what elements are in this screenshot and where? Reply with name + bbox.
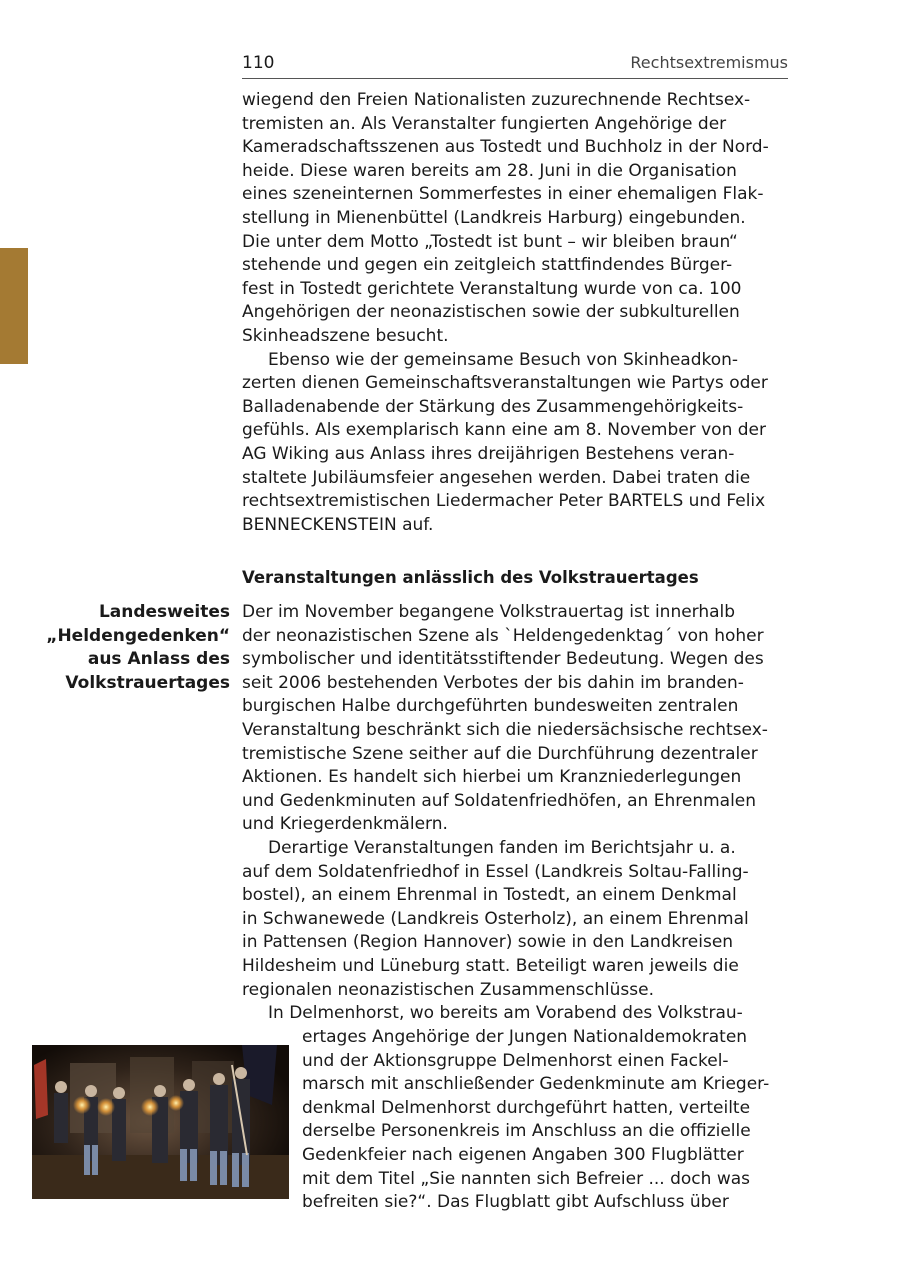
photo-illustration — [32, 1045, 289, 1199]
text-line: Die unter dem Motto „Tostedt ist bunt – wir bleiben braun“ — [242, 231, 738, 252]
text-line: befreiten sie?“. Das Flugblatt gibt Aufschluss über — [302, 1192, 729, 1213]
chapter-color-tab — [0, 248, 28, 364]
text-line: Gedenkfeier nach eigenen Angaben 300 Flugblätter — [302, 1144, 744, 1165]
text-line: tremisten an. Als Veranstalter fungierten Angehörige der — [242, 113, 727, 134]
text-line: BENNECKENSTEIN auf. — [242, 514, 434, 535]
text-line: tremistische Szene seither auf die Durchführung dezentraler — [242, 743, 758, 764]
margin-note-line: aus Anlass des — [87, 649, 230, 670]
page-number: 110 — [242, 53, 275, 73]
text-line: Derartige Veranstaltungen fanden im Berichtsjahr u. a. — [268, 837, 736, 858]
text-line: ertages Angehörige der Jungen Nationaldemokraten — [302, 1027, 748, 1047]
running-title: Rechtsextremismus — [630, 53, 788, 72]
text-line: burgischen Halbe durchgeführten bundesweiten zentralen — [242, 696, 739, 717]
paragraph-volkstrauertag — [242, 601, 792, 1026]
margin-note-line: „Heldengedenken“ — [46, 625, 230, 646]
text-line: wiegend den Freien Nationalisten zuzurechnende Rechtsex- — [242, 90, 751, 110]
text-line: Veranstaltung beschränkt sich die niedersächsische rechtsex- — [242, 719, 768, 740]
text-line: Aktionen. Es handelt sich hierbei um Kranzniederlegungen — [242, 767, 742, 788]
text-line: In Delmenhorst, wo bereits am Vorabend des Volkstrau- — [268, 1003, 743, 1024]
text-line: und der Aktionsgruppe Delmenhorst einen Fackel- — [302, 1050, 729, 1071]
text-line: rechtsextremistischen Liedermacher Peter BARTELS und Felix — [242, 491, 766, 512]
text-line: AG Wiking aus Anlass ihres dreijährigen Bestehens veran- — [242, 443, 735, 464]
text-line: denkmal Delmenhorst durchgeführt hatten, verteilte — [302, 1097, 751, 1118]
margin-note-line: Landesweites — [98, 602, 230, 622]
text-line: mit dem Titel „Sie nannten sich Befreier ... doch was — [302, 1168, 751, 1189]
text-line: der neonazistischen Szene als `Heldengedenktag´ von hoher — [242, 625, 764, 646]
text-line: marsch mit anschließender Gedenkminute am Krieger- — [302, 1074, 770, 1095]
text-line: Ebenso wie der gemeinsame Besuch von Skinheadkon- — [268, 349, 739, 370]
text-line: auf dem Soldatenfriedhof in Essel (Landkreis Soltau-Falling- — [242, 861, 749, 882]
paragraph-delmenhorst — [302, 1026, 769, 1215]
text-line: Balladenabende der Stärkung des Zusammengehörigkeits- — [242, 396, 744, 417]
margin-note-line: Volkstrauertages — [65, 672, 230, 693]
text-line: fest in Tostedt gerichtete Veranstaltung wurde von ca. 100 — [242, 278, 742, 299]
text-line: gefühls. Als exemplarisch kann eine am 8. November von der — [242, 420, 766, 441]
text-line: seit 2006 bestehenden Verbotes der bis dahin im branden- — [242, 672, 744, 693]
text-line: zerten dienen Gemeinschaftsveranstaltungen wie Partys oder — [242, 373, 768, 394]
margin-note — [46, 601, 230, 695]
event-photo — [32, 1045, 289, 1199]
text-line: staltete Jubiläumsfeier angesehen werden. Dabei traten die — [242, 467, 751, 488]
text-line: stellung in Mienenbüttel (Landkreis Harburg) eingebunden. — [242, 207, 746, 228]
text-line: in Schwanewede (Landkreis Osterholz), an einem Ehrenmal — [242, 908, 749, 929]
text-line: regionalen neonazistischen Zusammenschlüsse. — [242, 979, 654, 1000]
text-line: in Pattensen (Region Hannover) sowie in den Landkreisen — [242, 932, 734, 953]
text-line: Angehörigen der neonazistischen sowie der subkulturellen — [242, 302, 740, 323]
text-line: Skinheadszene besucht. — [242, 325, 449, 346]
text-line: Kameradschaftsszenen aus Tostedt und Buchholz in der Nord- — [242, 137, 769, 158]
text-line: bostel), an einem Ehrenmal in Tostedt, an einem Denkmal — [242, 885, 737, 906]
text-line: stehende und gegen ein zeitgleich stattfindendes Bürger- — [242, 255, 733, 276]
text-line: derselbe Personenkreis im Anschluss an die offizielle — [302, 1121, 751, 1142]
text-line: symbolischer und identitätsstiftender Bedeutung. Wegen des — [242, 649, 764, 670]
section-heading: Veranstaltungen anlässlich des Volkstrauertages — [242, 568, 699, 587]
page-header — [242, 52, 788, 79]
text-line: heide. Diese waren bereits am 28. Juni in die Organisation — [242, 160, 737, 181]
text-line: und Gedenkminuten auf Soldatenfriedhöfen, an Ehrenmalen — [242, 790, 757, 811]
text-line: Hildesheim und Lüneburg statt. Beteiligt waren jeweils die — [242, 955, 739, 976]
paragraph-continued — [242, 89, 792, 537]
text-line: und Kriegerdenkmälern. — [242, 814, 448, 835]
text-line: eines szeneinternen Sommerfestes in einer ehemaligen Flak- — [242, 184, 764, 205]
text-line: Der im November begangene Volkstrauertag ist innerhalb — [242, 602, 736, 622]
